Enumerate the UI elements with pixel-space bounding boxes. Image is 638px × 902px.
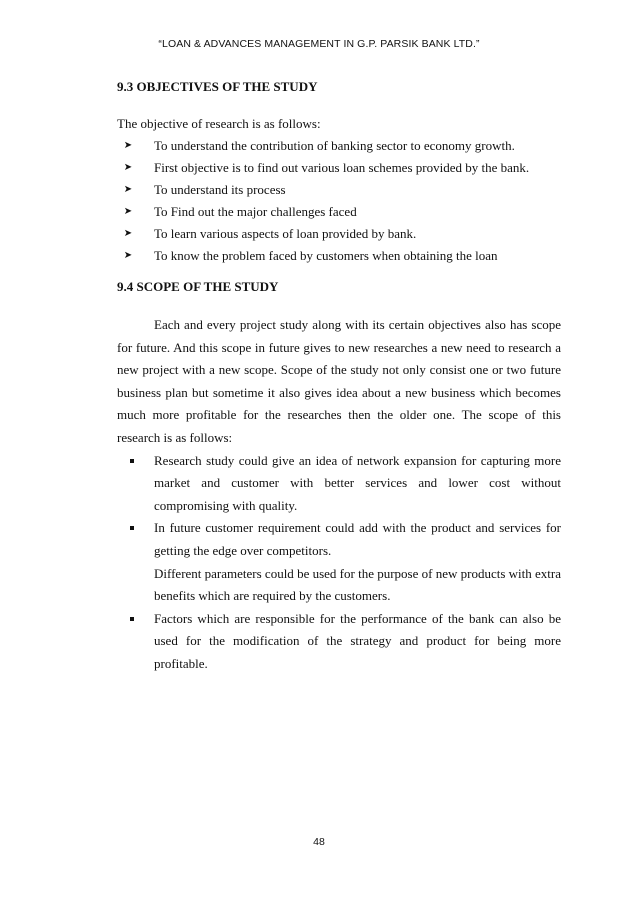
scope-item-continuation: Different parameters could be used for the purpose of new products with extra benefits which are required by the customers.	[154, 565, 561, 604]
square-bullet-icon	[130, 526, 134, 530]
square-bullet-icon	[130, 459, 134, 463]
objective-text: To understand its process	[154, 182, 286, 197]
scope-item-text: In future customer requirement could add with the product and services for getting the edge over competitors.	[154, 520, 561, 558]
objective-text: To know the problem faced by customers when obtaining the loan	[154, 248, 498, 263]
running-header: “LOAN & ADVANCES MANAGEMENT IN G.P. PARSIK BANK LTD.”	[158, 38, 480, 50]
arrow-bullet-icon: ➤	[123, 184, 133, 195]
page-content	[117, 76, 561, 676]
objective-text: First objective is to find out various loan schemes provided by the bank.	[154, 160, 530, 175]
scope-item-text: Research study could give an idea of network expansion for capturing more market and customer with better services and lower cost without compromising with quality.	[154, 452, 561, 513]
arrow-bullet-icon: ➤	[123, 140, 133, 151]
arrow-bullet-icon: ➤	[123, 228, 133, 239]
page-number: 48	[313, 836, 325, 848]
objective-item	[117, 245, 561, 267]
objective-text: To learn various aspects of loan provided by bank.	[154, 226, 417, 241]
objective-item	[117, 179, 561, 201]
objective-item	[117, 223, 561, 245]
arrow-bullet-icon: ➤	[123, 206, 133, 217]
objective-item	[117, 157, 561, 179]
objective-item	[117, 201, 561, 223]
objectives-list	[117, 135, 561, 267]
objectives-intro: The objective of research is as follows:	[117, 116, 321, 131]
square-bullet-icon	[130, 617, 134, 621]
objective-text: To understand the contribution of banking sector to economy growth.	[154, 138, 515, 153]
scope-item	[117, 517, 561, 607]
objective-item	[117, 135, 561, 157]
objective-text: To Find out the major challenges faced	[154, 204, 357, 219]
scope-item-text: Factors which are responsible for the performance of the bank can also be used for the modification of the strategy and product for being more profitable.	[154, 610, 561, 671]
scope-item	[117, 608, 561, 676]
scope-item	[117, 450, 561, 518]
arrow-bullet-icon: ➤	[123, 162, 133, 173]
section-heading-scope: 9.4 SCOPE OF THE STUDY	[117, 279, 279, 294]
section-heading-objectives: 9.3 OBJECTIVES OF THE STUDY	[117, 79, 318, 94]
scope-list	[117, 450, 561, 676]
arrow-bullet-icon: ➤	[123, 250, 133, 261]
scope-paragraph: Each and every project study along with its certain objectives also has scope for future. And this scope in future gives to new researches a new need to research a new project with a new scope. Scope of the study not only consist one or two future business plan but sometime it also gives idea about a new business which becomes much more profitable for the researches then the older one. The scope of this research is as follows:	[117, 317, 561, 445]
